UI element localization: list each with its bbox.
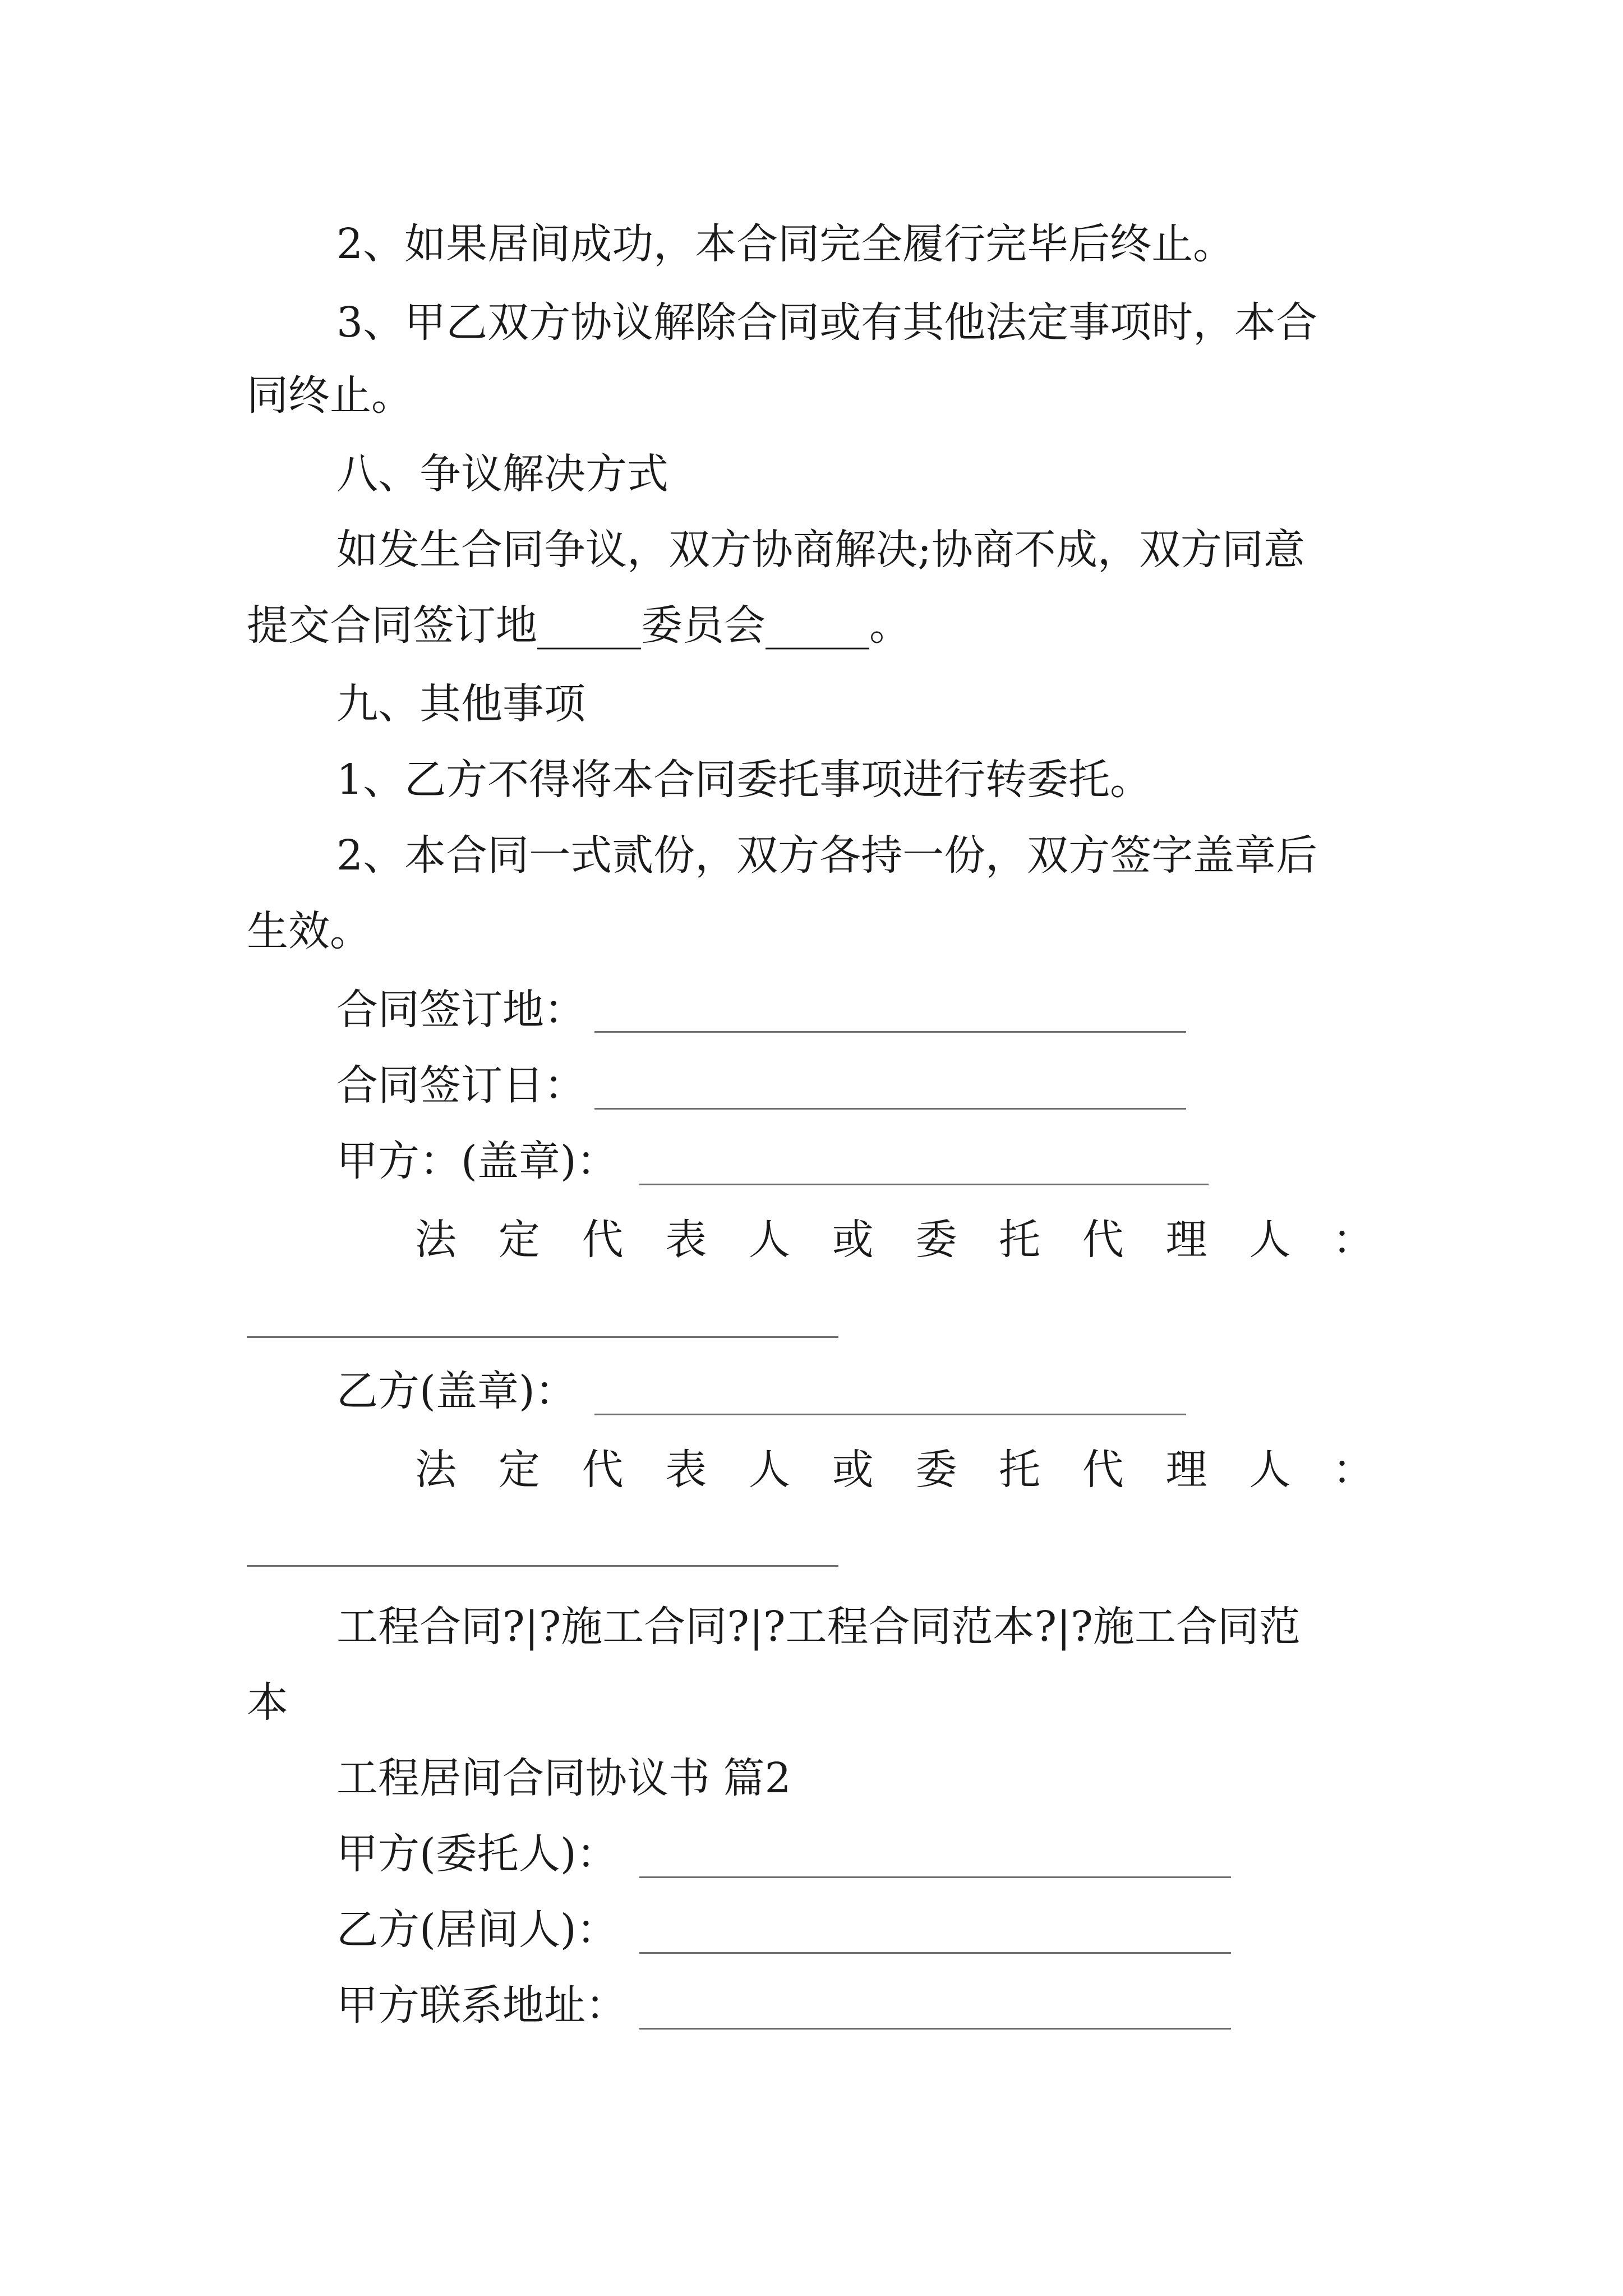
keyword-tags-cont: 本	[247, 1678, 288, 1727]
section-heading-dispute: 八、争议解决方式	[336, 450, 668, 498]
sign-date-label: 合同签订日：	[336, 1061, 585, 1110]
party-a-representative-blank	[247, 1336, 838, 1338]
sign-place-label: 合同签订地：	[336, 986, 585, 1034]
clause-termination-3-cont: 同终止。	[247, 371, 413, 420]
party-a-seal-label: 甲方：(盖章)：	[336, 1137, 618, 1185]
party-b-seal-blank	[594, 1414, 1186, 1415]
section-heading-other: 九、其他事项	[336, 680, 585, 728]
party-a-principal-label: 甲方(委托人)：	[336, 1830, 618, 1878]
party-a-address-blank	[639, 2028, 1231, 2030]
party-a-principal-blank	[639, 1876, 1231, 1878]
clause-dispute-cont: 提交合同签订地_____委员会_____。	[247, 601, 911, 650]
party-b-intermediary-blank	[639, 1952, 1231, 1954]
party-a-address-label: 甲方联系地址：	[336, 1981, 627, 2030]
clause-other-2: 2、本合同一式贰份，双方各持一份，双方签字盖章后	[336, 831, 1318, 880]
party-b-seal-label: 乙方(盖章)：	[336, 1367, 577, 1415]
party-a-seal-blank	[639, 1184, 1209, 1185]
clause-other-1: 1、乙方不得将本合同委托事项进行转委托。	[336, 756, 1152, 804]
clause-termination-3: 3、甲乙双方协议解除合同或有其他法定事项时，本合	[336, 298, 1318, 347]
sign-date-blank	[594, 1108, 1186, 1110]
sign-place-blank	[594, 1031, 1186, 1033]
clause-termination-2: 2、如果居间成功，本合同完全履行完毕后终止。	[336, 220, 1235, 268]
party-a-representative-label: 法 定 代 表 人 或 委 托 代 理 人 ：	[415, 1216, 1374, 1264]
party-b-representative-blank	[247, 1565, 838, 1567]
agreement-title-2: 工程居间合同协议书 篇2	[336, 1754, 791, 1802]
party-b-intermediary-label: 乙方(居间人)：	[336, 1906, 618, 1954]
clause-dispute: 如发生合同争议，双方协商解决;协商不成，双方同意	[336, 526, 1305, 574]
clause-other-2-cont: 生效。	[247, 907, 371, 955]
keyword-tags: 工程合同?|?施工合同?|?工程合同范本?|?施工合同范	[336, 1603, 1301, 1651]
party-b-representative-label: 法 定 代 表 人 或 委 托 代 理 人 ：	[415, 1446, 1374, 1494]
